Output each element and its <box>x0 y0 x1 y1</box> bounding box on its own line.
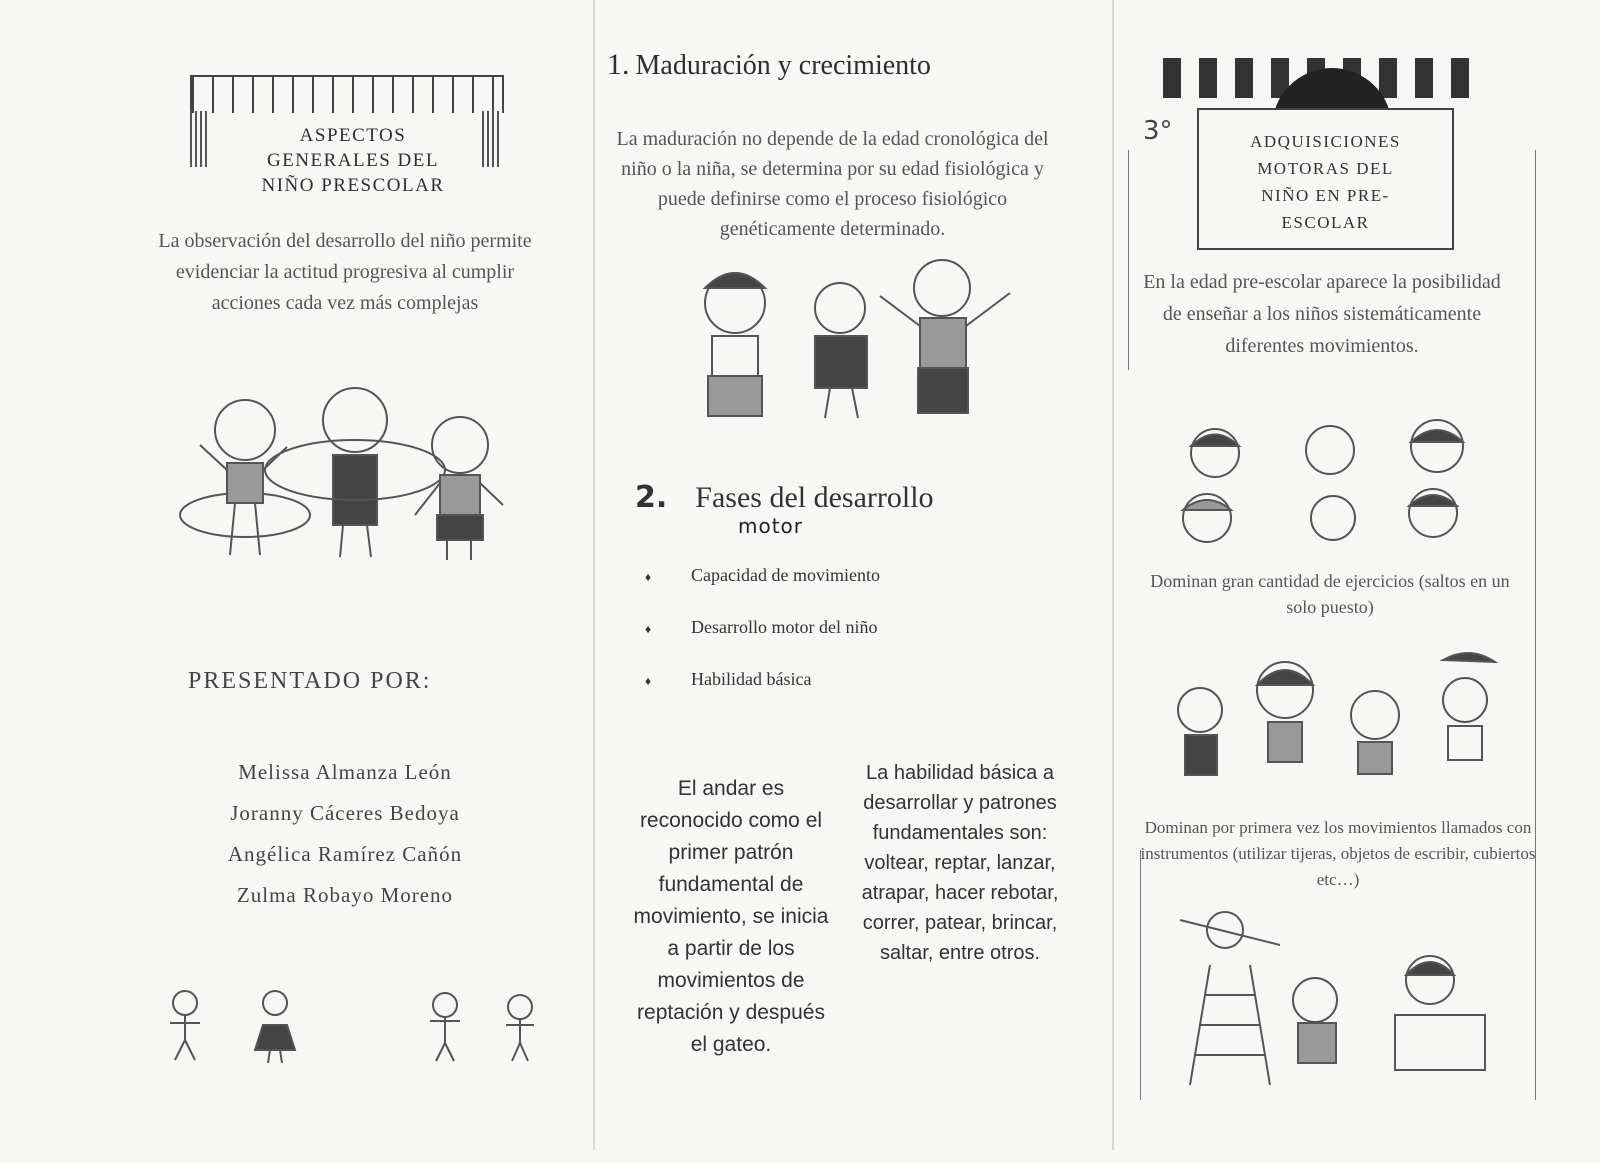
section2-heading <box>635 480 934 515</box>
stick-figures-illustration <box>140 985 560 1065</box>
presented-by-heading: PRESENTADO POR: <box>188 668 432 694</box>
jumping-children-illustration <box>1160 650 1510 795</box>
diamond-bullet-icon: ♦ <box>645 674 652 688</box>
handwritten-number-3: 3° <box>1143 116 1173 146</box>
three-children-illustration <box>680 258 1030 428</box>
diamond-bullet-icon: ♦ <box>645 622 652 636</box>
children-with-ladder-illustration <box>1170 905 1500 1090</box>
paragraph-habilidad-basica: La habilidad básica a desarrollar y patrones fundamentales son: voltear, reptar, lanzar, atrapar, hacer rebotar, correr, patear, brincar, saltar, entre otros. <box>861 762 1059 964</box>
paragraph-andar: El andar es reconocido como el primer patrón fundamental de movimiento, se inicia a partir de los movimientos de reptación y después el gateo. <box>633 777 829 1056</box>
list-item: ♦ Capacidad de movimiento <box>645 565 880 585</box>
panel3-title-frame <box>1197 108 1454 250</box>
section1-heading <box>607 48 931 82</box>
title-frame <box>190 75 500 205</box>
author-name: Joranny Cáceres Bedoya <box>230 801 460 825</box>
section1-number: 1. <box>607 48 630 81</box>
children-hula-hoop-illustration <box>175 375 520 565</box>
fold-line-left <box>593 0 595 1150</box>
caption-saltos: Dominan gran cantidad de ejercicios (saltos en un solo puesto) <box>1150 571 1510 617</box>
author-name: Melissa Almanza León <box>238 760 452 784</box>
authors-list <box>150 752 540 916</box>
section2-title: Fases del desarrollo <box>695 481 934 514</box>
panel3-title: ADQUISICIONES MOTORAS DEL NIÑO EN PRE- ESCOLAR <box>1250 132 1401 232</box>
fold-line-right <box>1112 0 1114 1150</box>
children-faces-illustration <box>1165 418 1495 553</box>
section1-title: Maduración y crecimiento <box>635 50 931 81</box>
list-item: ♦ Habilidad básica <box>645 669 812 689</box>
section2-number: 2. <box>635 480 668 515</box>
diamond-bullet-icon: ♦ <box>645 570 652 584</box>
panel1-body: La observación del desarrollo del niño permite evidenciar la actitud progresiva al cumplir acciones cada vez más complejas <box>158 230 532 314</box>
author-name: Angélica Ramírez Cañón <box>227 842 463 866</box>
author-name: Zulma Robayo Moreno <box>236 883 454 907</box>
list-item: ♦ Desarrollo motor del niño <box>645 617 878 637</box>
panel3-body: En la edad pre-escolar aparece la posibilidad de enseñar a los niños sistemáticamente diferentes movimientos. <box>1143 271 1501 357</box>
decorative-bars <box>190 75 504 113</box>
panel1-title: ASPECTOS GENERALES DEL NIÑO PRESCOLAR <box>238 123 468 198</box>
section1-body: La maduración no depende de la edad cronológica del niño o la niña, se determina por su edad fisiológica y puede definirse como el proceso fisiológico genéticamente determinado. <box>616 128 1049 240</box>
caption-instrumentos: Dominan por primera vez los movimientos llamados con instrumentos (utilizar tijeras, objetos de escribir, cubiertos etc…) <box>1140 818 1536 889</box>
phases-list <box>645 565 880 721</box>
handwritten-note-motor: motor <box>738 514 804 538</box>
